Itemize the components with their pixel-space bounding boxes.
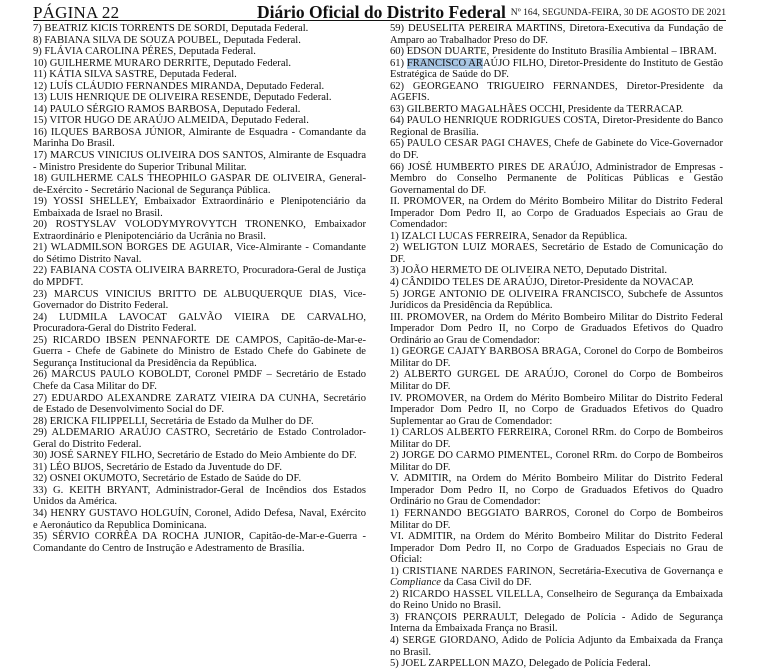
right-column <box>390 23 723 670</box>
list-item: 19) YOSSI SHELLEY, Embaixador Extraordinário e Plenipotenciário da Embaixada de Israel no Brasil. <box>33 196 366 219</box>
edition-info: Nº 164, SEGUNDA-FEIRA, 30 DE AGOSTO DE 2021 <box>510 7 726 18</box>
selected-text[interactable]: FRANCISCO AR <box>406 57 483 69</box>
list-item: 2) JORGE DO CARMO PIMENTEL, Coronel RRm. do Corpo de Bombeiros Militar do DF. <box>390 450 723 473</box>
list-item: IV. PROMOVER, na Ordem do Mérito Bombeiro Militar do Distrito Federal Imperador Dom Pedro II, no Corpo de Graduados Efetivos do Quadro Suplementar ao Grau de Comendador: <box>390 392 723 427</box>
list-item: 1) CARLOS ALBERTO FERREIRA, Coronel RRm. do Corpo de Bombeiros Militar do DF. <box>390 427 723 450</box>
list-item: 2) RICARDO HASSEL VILELLA, Conselheiro de Segurança da Embaixada do Reino Unido no Brasil. <box>390 588 723 612</box>
list-item <box>390 566 723 589</box>
item-text: AÚJO FILHO, Diretor-Presidente do Instituto de Gestão Estratégica de Saúde do DF. <box>390 57 724 81</box>
list-item: 1) IZALCI LUCAS FERREIRA, Senador da República. <box>390 230 628 242</box>
page-number: PÁGINA 22 <box>33 3 120 22</box>
list-item: 12) LUÍS CLÁUDIO FERNANDES MIRANDA, Deputado Federal. <box>33 80 325 92</box>
page-header <box>33 0 726 21</box>
list-item: 32) OSNEI OKUMOTO, Secretário de Estado de Saúde do DF. <box>33 473 302 485</box>
list-item: 2) ALBERTO GURGEL DE ARAÚJO, Coronel do Corpo de Bombeiros Militar do DF. <box>390 369 723 392</box>
list-item: 27) EDUARDO ALEXANDRE ZARATZ VIEIRA DA CUNHA, Secretário de Estado de Desenvolvimento Social do DF. <box>33 392 366 416</box>
list-item: 21) WLADMILSON BORGES DE AGUIAR, Vice-Almirante - Comandante do Sétimo Distrito Naval. <box>33 242 366 265</box>
list-item: 18) GUILHERME CALS THEOPHILO GASPAR DE OLIVEIRA, General-de-Exército - Secretário Nacional de Segurança Pública. <box>33 173 366 196</box>
list-item: 63) GILBERTO MAGALHÃES OCCHI, Presidente da TERRACAP. <box>390 103 684 115</box>
list-item: 3) FRANÇOIS PERRAULT, Delegado de Polícia - Adido de Segurança Interna da Embaixada França no Brasil. <box>390 611 723 635</box>
list-item: 7) BEATRIZ KICIS TORRENTS DE SORDI, Deputada Federal. <box>33 23 309 34</box>
list-item: 5) JORGE ANTONIO DE OLIVEIRA FRANCISCO, Subchefe de Assuntos Jurídicos da Presidência da República. <box>390 288 723 312</box>
list-item: 22) FABIANA COSTA OLIVEIRA BARRETO, Procuradora-Geral de Justiça do MPDFT. <box>33 265 366 289</box>
list-item: 34) HENRY GUSTAVO HOLGUÍN, Coronel, Adido Defesa, Naval, Exército e Aeronáutico da Republica Dominicana. <box>33 507 366 531</box>
list-item: 24) LUDMILA LAVOCAT GALVÃO VIEIRA DE CARVALHO, Procuradora-Geral do Distrito Federal. <box>33 311 366 335</box>
list-item: 2) WELIGTON LUIZ MORAES, Secretário de Estado de Comunicação do DF. <box>390 242 723 265</box>
list-item: 65) PAULO CESAR PAGI CHAVES, Chefe de Gabinete do Vice-Governador do DF. <box>390 138 723 162</box>
list-item: 4) CÂNDIDO TELES DE ARAÚJO, Diretor-Presidente da NOVACAP. <box>390 277 694 289</box>
list-item: 15) VITOR HUGO DE ARAÚJO ALMEIDA, Deputado Federal. <box>33 115 309 127</box>
list-item: 66) JOSÉ HUMBERTO PIRES DE ARAÚJO, Administrador de Empresas - Membro do Conselho Permanente de Políticas Públicas e Gestão Governamental do DF. <box>390 161 723 196</box>
journal-title: Diário Oficial do Distrito Federal <box>257 2 506 22</box>
list-item: 5) JOEL ZARPELLON MAZO, Delegado de Polícia Federal. <box>390 658 651 670</box>
list-item: 23) MARCUS VINICIUS BRITTO DE ALBUQUERQUE DIAS, Vice-Governador do Distrito Federal. <box>33 288 366 312</box>
list-item: II. PROMOVER, na Ordem do Mérito Bombeiro Militar do Distrito Federal Imperador Dom Pedro II, ao Corpo de Graduados Especiais ao Grau de Comendador: <box>390 196 723 231</box>
item-text: da Casa Civil do DF. <box>440 577 532 589</box>
list-item: 11) KÁTIA SILVA SASTRE, Deputada Federal. <box>33 69 237 81</box>
list-item: 8) FABIANA SILVA DE SOUZA POUBEL, Deputada Federal. <box>33 34 301 46</box>
list-item: 25) RICARDO IBSEN PENNAFORTE DE CAMPOS, Capitão-de-Mar-e-Guerra - Chefe de Gabinete do Ministro de Estado Chefe do Gabinete de Segurança Institucional da Presidência da República. <box>33 334 366 369</box>
list-item: III. PROMOVER, na Ordem do Mérito Bombeiro Militar do Distrito Federal Imperador Dom Pedro II, no Corpo de Graduados Efetivos do Quadro Ordinário ao Grau de Comendador: <box>390 311 723 346</box>
list-item: 33) G. KEITH BRYANT, Administrador-Geral de Incêndios dos Estados Unidos da América. <box>33 484 366 508</box>
list-item: V. ADMITIR, na Ordem do Mérito Bombeiro Militar do Distrito Federal Imperador Dom Pedro II, no Corpo de Graduados Efetivos do Quadro Ordinário no Grau de Comendador: <box>390 473 723 508</box>
list-item: 28) ERICKA FILIPPELLI, Secretária de Estado da Mulher do DF. <box>33 415 314 427</box>
list-item: 31) LÉO BIJOS, Secretário de Estado da Juventude do DF. <box>33 461 283 473</box>
list-item: 9) FLÁVIA CAROLINA PÉRES, Deputada Federal. <box>33 46 256 58</box>
italic-term: Compliance <box>390 577 441 589</box>
list-item: 29) ALDEMARIO ARAÚJO CASTRO, Secretário de Estado Controlador-Geral do Distrito Federal. <box>33 427 366 450</box>
list-item: 26) MARCUS PAULO KOBOLDT, Coronel PMDF – Secretário de Estado Chefe da Casa Militar do DF. <box>33 369 366 392</box>
list-item: 64) PAULO HENRIQUE RODRIGUES COSTA, Diretor-Presidente do Banco Regional de Brasília. <box>390 115 723 138</box>
list-item: VI. ADMITIR, na Ordem do Mérito Bombeiro Militar do Distrito Federal Imperador Dom Pedro II, no Corpo de Graduados Especiais no Grau de Oficial: <box>390 531 723 566</box>
left-column <box>33 23 366 554</box>
list-item: 62) GEORGEANO TRIGUEIRO FERNANDES, Diretor-Presidente da AGEFIS. <box>390 80 723 104</box>
item-text: 1) CRISTIANE NARDES FARINON, Secretária-Executiva de Governança e <box>390 565 723 577</box>
list-item: 14) PAULO SÉRGIO RAMOS BARBOSA, Deputado Federal. <box>33 103 301 115</box>
list-item: 60) EDSON DUARTE, Presidente do Instituto Brasília Ambiental – IBRAM. <box>390 46 717 58</box>
list-item: 1) GEORGE CAJATY BARBOSA BRAGA, Coronel do Corpo de Bombeiros Militar do DF. <box>390 346 723 369</box>
list-item: 10) GUILHERME MURARO DERRITE, Deputado Federal. <box>33 57 292 69</box>
list-item: 17) MARCUS VINICIUS OLIVEIRA DOS SANTOS, Almirante de Esquadra - Ministro Presidente do Superior Tribunal Militar. <box>33 150 366 173</box>
list-item: 3) JOÃO HERMETO DE OLIVEIRA NETO, Deputado Distrital. <box>390 265 668 277</box>
list-item: 4) SERGE GIORDANO, Adido de Polícia Adjunto da Embaixada da França no Brasil. <box>390 634 723 658</box>
list-item <box>390 58 723 81</box>
list-item: 30) JOSÉ SARNEY FILHO, Secretário de Estado do Meio Ambiente do DF. <box>33 450 357 462</box>
list-item: 16) ILQUES BARBOSA JÚNIOR, Almirante de Esquadra - Comandante da Marinha Do Brasil. <box>33 126 366 150</box>
list-item: 20) ROSTYSLAV VOLODYMYROVYTCH TRONENKO, Embaixador Extraordinário e Plenipotenciário da Ucrânia no Brasil. <box>33 219 366 242</box>
item-text: 61) <box>390 57 407 69</box>
list-item: 13) LUIS HENRIQUE DE OLIVEIRA RESENDE, Deputado Federal. <box>33 92 332 104</box>
list-item: 35) SÉRVIO CORRÊA DA ROCHA JUNIOR, Capitão-de-Mar-e-Guerra - Comandante do Centro de Instrução e Adestramento de Brasília. <box>33 531 366 554</box>
list-item: 59) DEUSELITA PEREIRA MARTINS, Diretora-Executiva da Fundação de Amparo ao Trabalhador Preso do DF. <box>390 23 723 46</box>
list-item: 1) FERNANDO BEGGIATO BARROS, Coronel do Corpo de Bombeiros Militar do DF. <box>390 507 723 531</box>
